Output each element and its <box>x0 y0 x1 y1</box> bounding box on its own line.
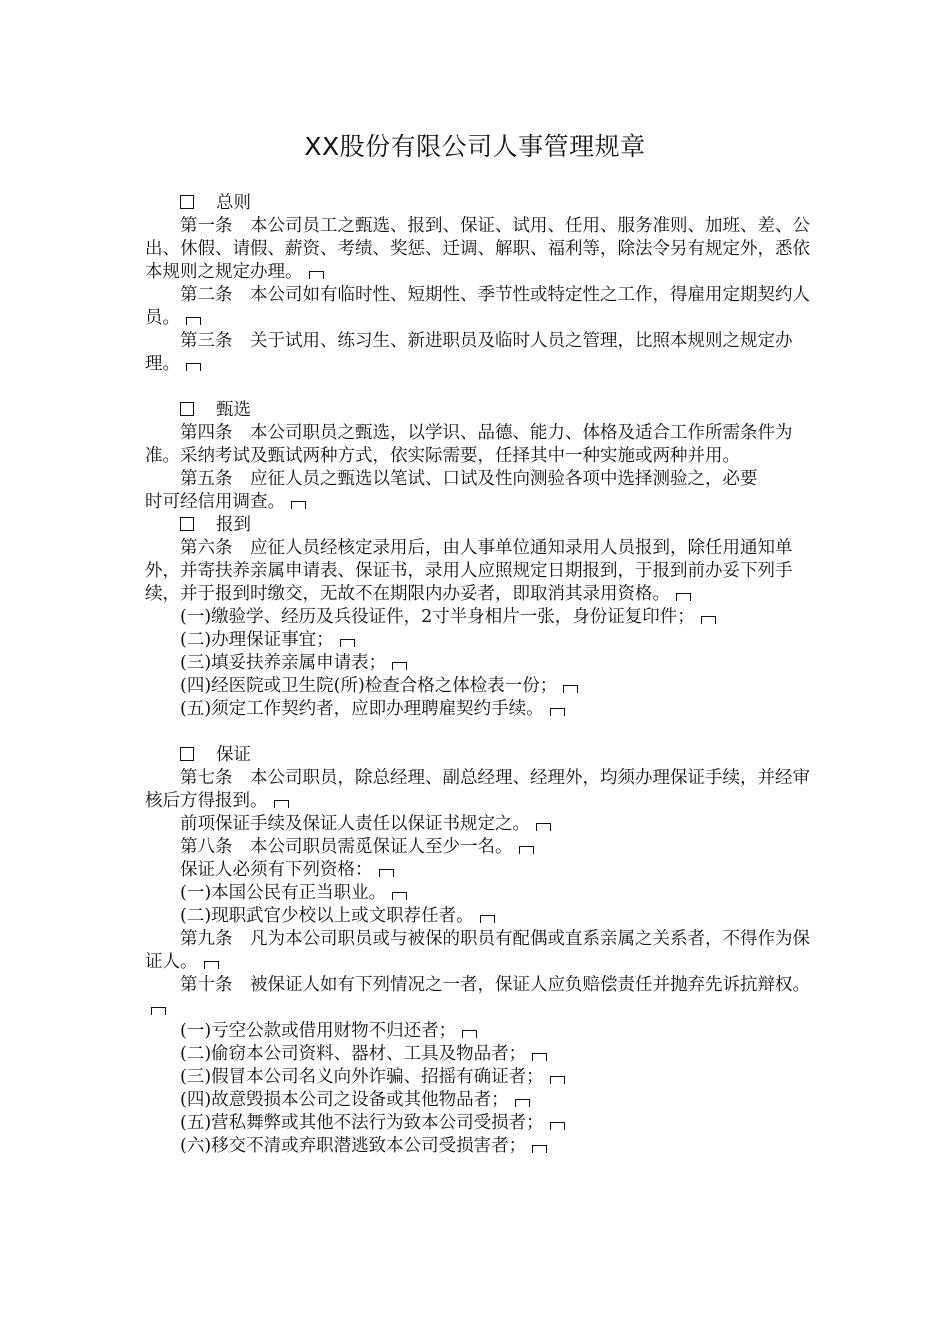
paragraph-mark-icon <box>532 1053 547 1061</box>
list-item: (一)亏空公款或借用财物不归还者； <box>145 1020 817 1043</box>
paragraph-mark-icon <box>480 915 495 923</box>
paragraph-mark-icon <box>462 1030 477 1038</box>
list-item: (三)填妥扶养亲属申请表； <box>145 652 817 675</box>
section-heading: 总则 <box>145 192 817 215</box>
document-body <box>145 192 817 1158</box>
paragraph-mark-icon <box>186 317 201 325</box>
paragraph-mark-icon <box>204 961 219 969</box>
paragraph-mark-icon <box>392 662 407 670</box>
paragraph-mark-icon <box>392 892 407 900</box>
list-item: (二)偷窃本公司资料、器材、工具及物品者； <box>145 1043 817 1066</box>
paragraph-mark-icon <box>274 800 289 808</box>
paragraph-mark-icon <box>550 1122 565 1130</box>
list-item: (二)办理保证事宜； <box>145 629 817 652</box>
paragraph-mark-icon <box>151 1007 166 1015</box>
article-paragraph: 第七条 本公司职员，除总经理、副总经理、经理外，均须办理保证手续，并经审核后方得报到。 <box>145 768 810 811</box>
list-item: (四)故意毁损本公司之设备或其他物品者； <box>145 1089 817 1112</box>
paragraph-mark-icon <box>519 846 534 854</box>
checkbox-icon <box>180 402 194 416</box>
paragraph-mark-icon <box>536 823 551 831</box>
section-heading: 保证 <box>145 744 817 767</box>
article-paragraph: 第三条 关于试用、练习生、新进职员及临时人员之管理，比照本规则之规定办理。 <box>145 331 793 374</box>
paragraph-mark-icon <box>532 1145 547 1153</box>
list-item: (五)营私舞弊或其他不法行为致本公司受损者； <box>145 1112 817 1135</box>
list-item: (四)经医院或卫生院(所)检查合格之体检表一份； <box>145 675 817 698</box>
paragraph-mark-icon <box>563 685 578 693</box>
article-paragraph: 保证人必须有下列资格： <box>145 859 817 882</box>
paragraph-mark-icon <box>550 708 565 716</box>
article-paragraph: 前项保证手续及保证人责任以保证书规定之。 <box>145 813 817 836</box>
list-item: (二)现职武官少校以上或文职荐任者。 <box>145 905 817 928</box>
paragraph-mark-icon <box>379 869 394 877</box>
article-paragraph: 第九条 凡为本公司职员或与被保的职员有配偶或直系亲属之关系者，不得作为保证人。 <box>145 929 810 972</box>
article-paragraph: 第八条 本公司职员需觅保证人至少一名。 <box>145 836 817 859</box>
paragraph-mark-icon <box>550 1076 565 1084</box>
list-item: (一)缴验学、经历及兵役证件，2寸半身相片一张，身份证复印件； <box>145 606 817 629</box>
paragraph-mark-icon <box>186 363 201 371</box>
paragraph-mark-icon <box>701 616 716 624</box>
article-paragraph: 第一条 本公司员工之甄选、报到、保证、试用、任用、服务准则、加班、差、公出、休假、请假、薪资、考绩、奖惩、迁调、解职、福利等，除法令另有规定外，悉依本规则之规定办理。 <box>145 216 810 282</box>
article-paragraph: 第五条 应征人员之甄选以笔试、口试及性向测验各项中选择测验之，必要 <box>180 469 758 489</box>
checkbox-icon <box>180 517 194 531</box>
article-paragraph: 第二条 本公司如有临时性、短期性、季节性或特定性之工作，得雇用定期契约人员。 <box>145 285 810 328</box>
list-item: (三)假冒本公司名义向外诈骗、招摇有确证者； <box>145 1066 817 1089</box>
article-paragraph: 第十条 被保证人如有下列情况之一者，保证人应负赔偿责任并抛弃先诉抗辩权。 <box>145 974 817 1020</box>
list-item: (六)移交不清或弃职潜逃致本公司受损害者； <box>145 1135 817 1158</box>
article-paragraph: 时可经信用调查。 <box>145 491 817 514</box>
document-title: XX股份有限公司人事管理规章 <box>304 132 646 161</box>
paragraph-mark-icon <box>676 593 691 601</box>
section-heading: 报到 <box>145 514 817 537</box>
blank-line <box>145 721 817 744</box>
checkbox-icon <box>180 195 194 209</box>
article-paragraph: 第四条 本公司职员之甄选，以学识、品德、能力、体格及适合工作所需条件为准。采纳考试及甄试两种方式，依实际需要，任择其中一种实施或两种并用。 <box>145 423 793 466</box>
paragraph-mark-icon <box>515 1099 530 1107</box>
paragraph-mark-icon <box>340 639 355 647</box>
section-heading: 甄选 <box>145 399 817 422</box>
list-item: (一)本国公民有正当职业。 <box>145 882 817 905</box>
checkbox-icon <box>180 747 194 761</box>
article-paragraph: 第六条 应征人员经核定录用后，由人事单位通知录用人员报到，除任用通知单外，并寄扶养亲属申请表、保证书，录用人应照规定日期报到，于报到前办妥下列手续，并于报到时缴交，无故不在期限内办妥者，即取消其录用资格。 <box>145 538 793 604</box>
list-item: (五)须定工作契约者，应即办理聘雇契约手续。 <box>145 698 817 721</box>
blank-line <box>145 376 817 399</box>
paragraph-mark-icon <box>309 271 324 279</box>
paragraph-mark-icon <box>291 501 306 509</box>
